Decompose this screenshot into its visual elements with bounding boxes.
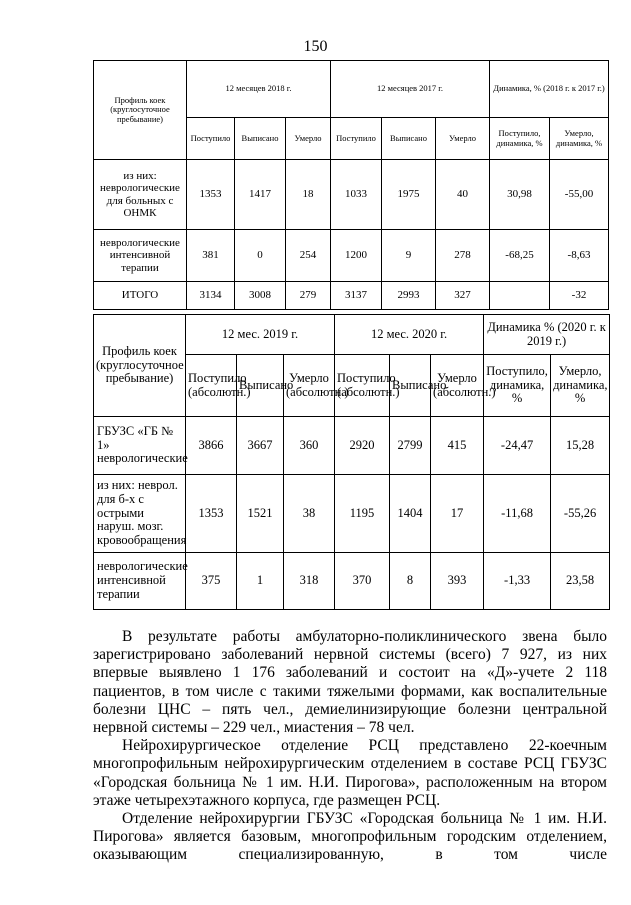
- table-row: [94, 417, 610, 475]
- discharged-header: Выписано: [235, 118, 286, 160]
- cell: 1353: [187, 160, 235, 230]
- cell: 393: [431, 553, 484, 610]
- cell: 1: [237, 553, 284, 610]
- cell: 2920: [335, 417, 390, 475]
- admitted-header: Поступило (абсолютн.): [186, 355, 237, 417]
- paragraph-2: Нейрохирургическое отделение РСЦ представлено 22-коечным многопрофильным нейрохирургическим отделением в составе РСЦ ГБУЗС «Городская больница № 1 им. Н.И. Пирогова», расположенным на втором этаже четырехэтажного корпуса, где размещен РСЦ.: [93, 737, 607, 809]
- table-row: [94, 475, 610, 553]
- discharged-header: Выписано: [382, 118, 436, 160]
- cell: 1195: [335, 475, 390, 553]
- row-label: ГБУЗС «ГБ № 1» неврологические: [94, 417, 186, 475]
- cell: 1975: [382, 160, 436, 230]
- period-b-header: 12 месяцев 2017 г.: [331, 61, 490, 118]
- row-label: из них: неврологические для больных с ОНМК: [94, 160, 187, 230]
- cell: 3667: [237, 417, 284, 475]
- row-label: неврологические интенсивной терапии: [94, 553, 186, 610]
- table-2019-vs-2020: [93, 314, 610, 610]
- cell: 9: [382, 230, 436, 282]
- cell: -55,26: [551, 475, 610, 553]
- admitted-header: Поступило: [187, 118, 235, 160]
- cell: 23,58: [551, 553, 610, 610]
- cell: 3134: [187, 282, 235, 310]
- died-header: Умерло (абсолютн.): [284, 355, 335, 417]
- profile-header: Профиль коек (круглосуточное пребывание): [94, 315, 186, 417]
- cell: 278: [436, 230, 490, 282]
- cell: 360: [284, 417, 335, 475]
- cell: -11,68: [484, 475, 551, 553]
- cell: 1200: [331, 230, 382, 282]
- paragraph-1: В результате работы амбулаторно-поликлинического звена было зарегистрировано заболеваний нервной системы (всего) 7 927, из них впервые выявлено 1 176 заболеваний и состоит на «Д»-учете 2 118 пациентов, в том числе с такими тяжелыми формами, как воспалительные болезни ЦНС – пять чел., демиелинизирующие болезни центральной нервной системы – 229 чел., миастения – 78 чел.: [93, 628, 607, 737]
- cell: 17: [431, 475, 484, 553]
- dyn-admitted-header: Поступило, динамика, %: [490, 118, 550, 160]
- table-row: [94, 230, 609, 282]
- period-a-header: 12 месяцев 2018 г.: [187, 61, 331, 118]
- cell: 40: [436, 160, 490, 230]
- cell: 2799: [390, 417, 431, 475]
- profile-header: Профиль коек (круглосуточное пребывание): [94, 61, 187, 160]
- cell: 1404: [390, 475, 431, 553]
- admitted-header: Поступило: [331, 118, 382, 160]
- table-row: [94, 160, 609, 230]
- cell: 279: [286, 282, 331, 310]
- cell: 3008: [235, 282, 286, 310]
- dyn-died-header: Умерло, динамика, %: [550, 118, 609, 160]
- table-row: [94, 553, 610, 610]
- cell: -8,63: [550, 230, 609, 282]
- cell: 415: [431, 417, 484, 475]
- cell: -32: [550, 282, 609, 310]
- cell: 375: [186, 553, 237, 610]
- cell: 1417: [235, 160, 286, 230]
- dyn-died-header: Умерло, динамика, %: [551, 355, 610, 417]
- cell: 3137: [331, 282, 382, 310]
- cell: -55,00: [550, 160, 609, 230]
- cell: 327: [436, 282, 490, 310]
- row-label: из них: неврол. для б-х с острыми наруш. мозг. кровообращения: [94, 475, 186, 553]
- dynamics-header: Динамика % (2020 г. к 2019 г.): [484, 315, 610, 355]
- cell: 1521: [237, 475, 284, 553]
- table-2018-vs-2017: [93, 60, 609, 310]
- admitted-header: Поступило (абсолютн.): [335, 355, 390, 417]
- cell: 1033: [331, 160, 382, 230]
- cell: 38: [284, 475, 335, 553]
- dyn-admitted-header: Поступило, динамика, %: [484, 355, 551, 417]
- cell: 318: [284, 553, 335, 610]
- period-b-header: 12 мес. 2020 г.: [335, 315, 484, 355]
- cell: 1353: [186, 475, 237, 553]
- cell: [490, 282, 550, 310]
- died-header: Умерло (абсолютн.): [431, 355, 484, 417]
- died-header: Умерло: [436, 118, 490, 160]
- cell: -24,47: [484, 417, 551, 475]
- cell: -1,33: [484, 553, 551, 610]
- died-header: Умерло: [286, 118, 331, 160]
- cell: 3866: [186, 417, 237, 475]
- cell: 0: [235, 230, 286, 282]
- page-number: 150: [303, 38, 328, 55]
- discharged-header: Выписано: [237, 355, 284, 417]
- cell: 381: [187, 230, 235, 282]
- cell: 8: [390, 553, 431, 610]
- cell: -68,25: [490, 230, 550, 282]
- dynamics-header: Динамика, % (2018 г. к 2017 г.): [490, 61, 609, 118]
- cell: 18: [286, 160, 331, 230]
- cell: 254: [286, 230, 331, 282]
- row-label: неврологические интенсивной терапии: [94, 230, 187, 282]
- cell: 2993: [382, 282, 436, 310]
- cell: 30,98: [490, 160, 550, 230]
- body-text: [93, 628, 607, 865]
- table-row: [94, 282, 609, 310]
- cell: 15,28: [551, 417, 610, 475]
- period-a-header: 12 мес. 2019 г.: [186, 315, 335, 355]
- row-label: ИТОГО: [94, 282, 187, 310]
- discharged-header: Выписано: [390, 355, 431, 417]
- paragraph-3: Отделение нейрохирургии ГБУЗС «Городская больница № 1 им. Н.И. Пирогова» является базовым, многопрофильным городским отделением, оказывающим специализированную, в том числе: [93, 810, 607, 864]
- cell: 370: [335, 553, 390, 610]
